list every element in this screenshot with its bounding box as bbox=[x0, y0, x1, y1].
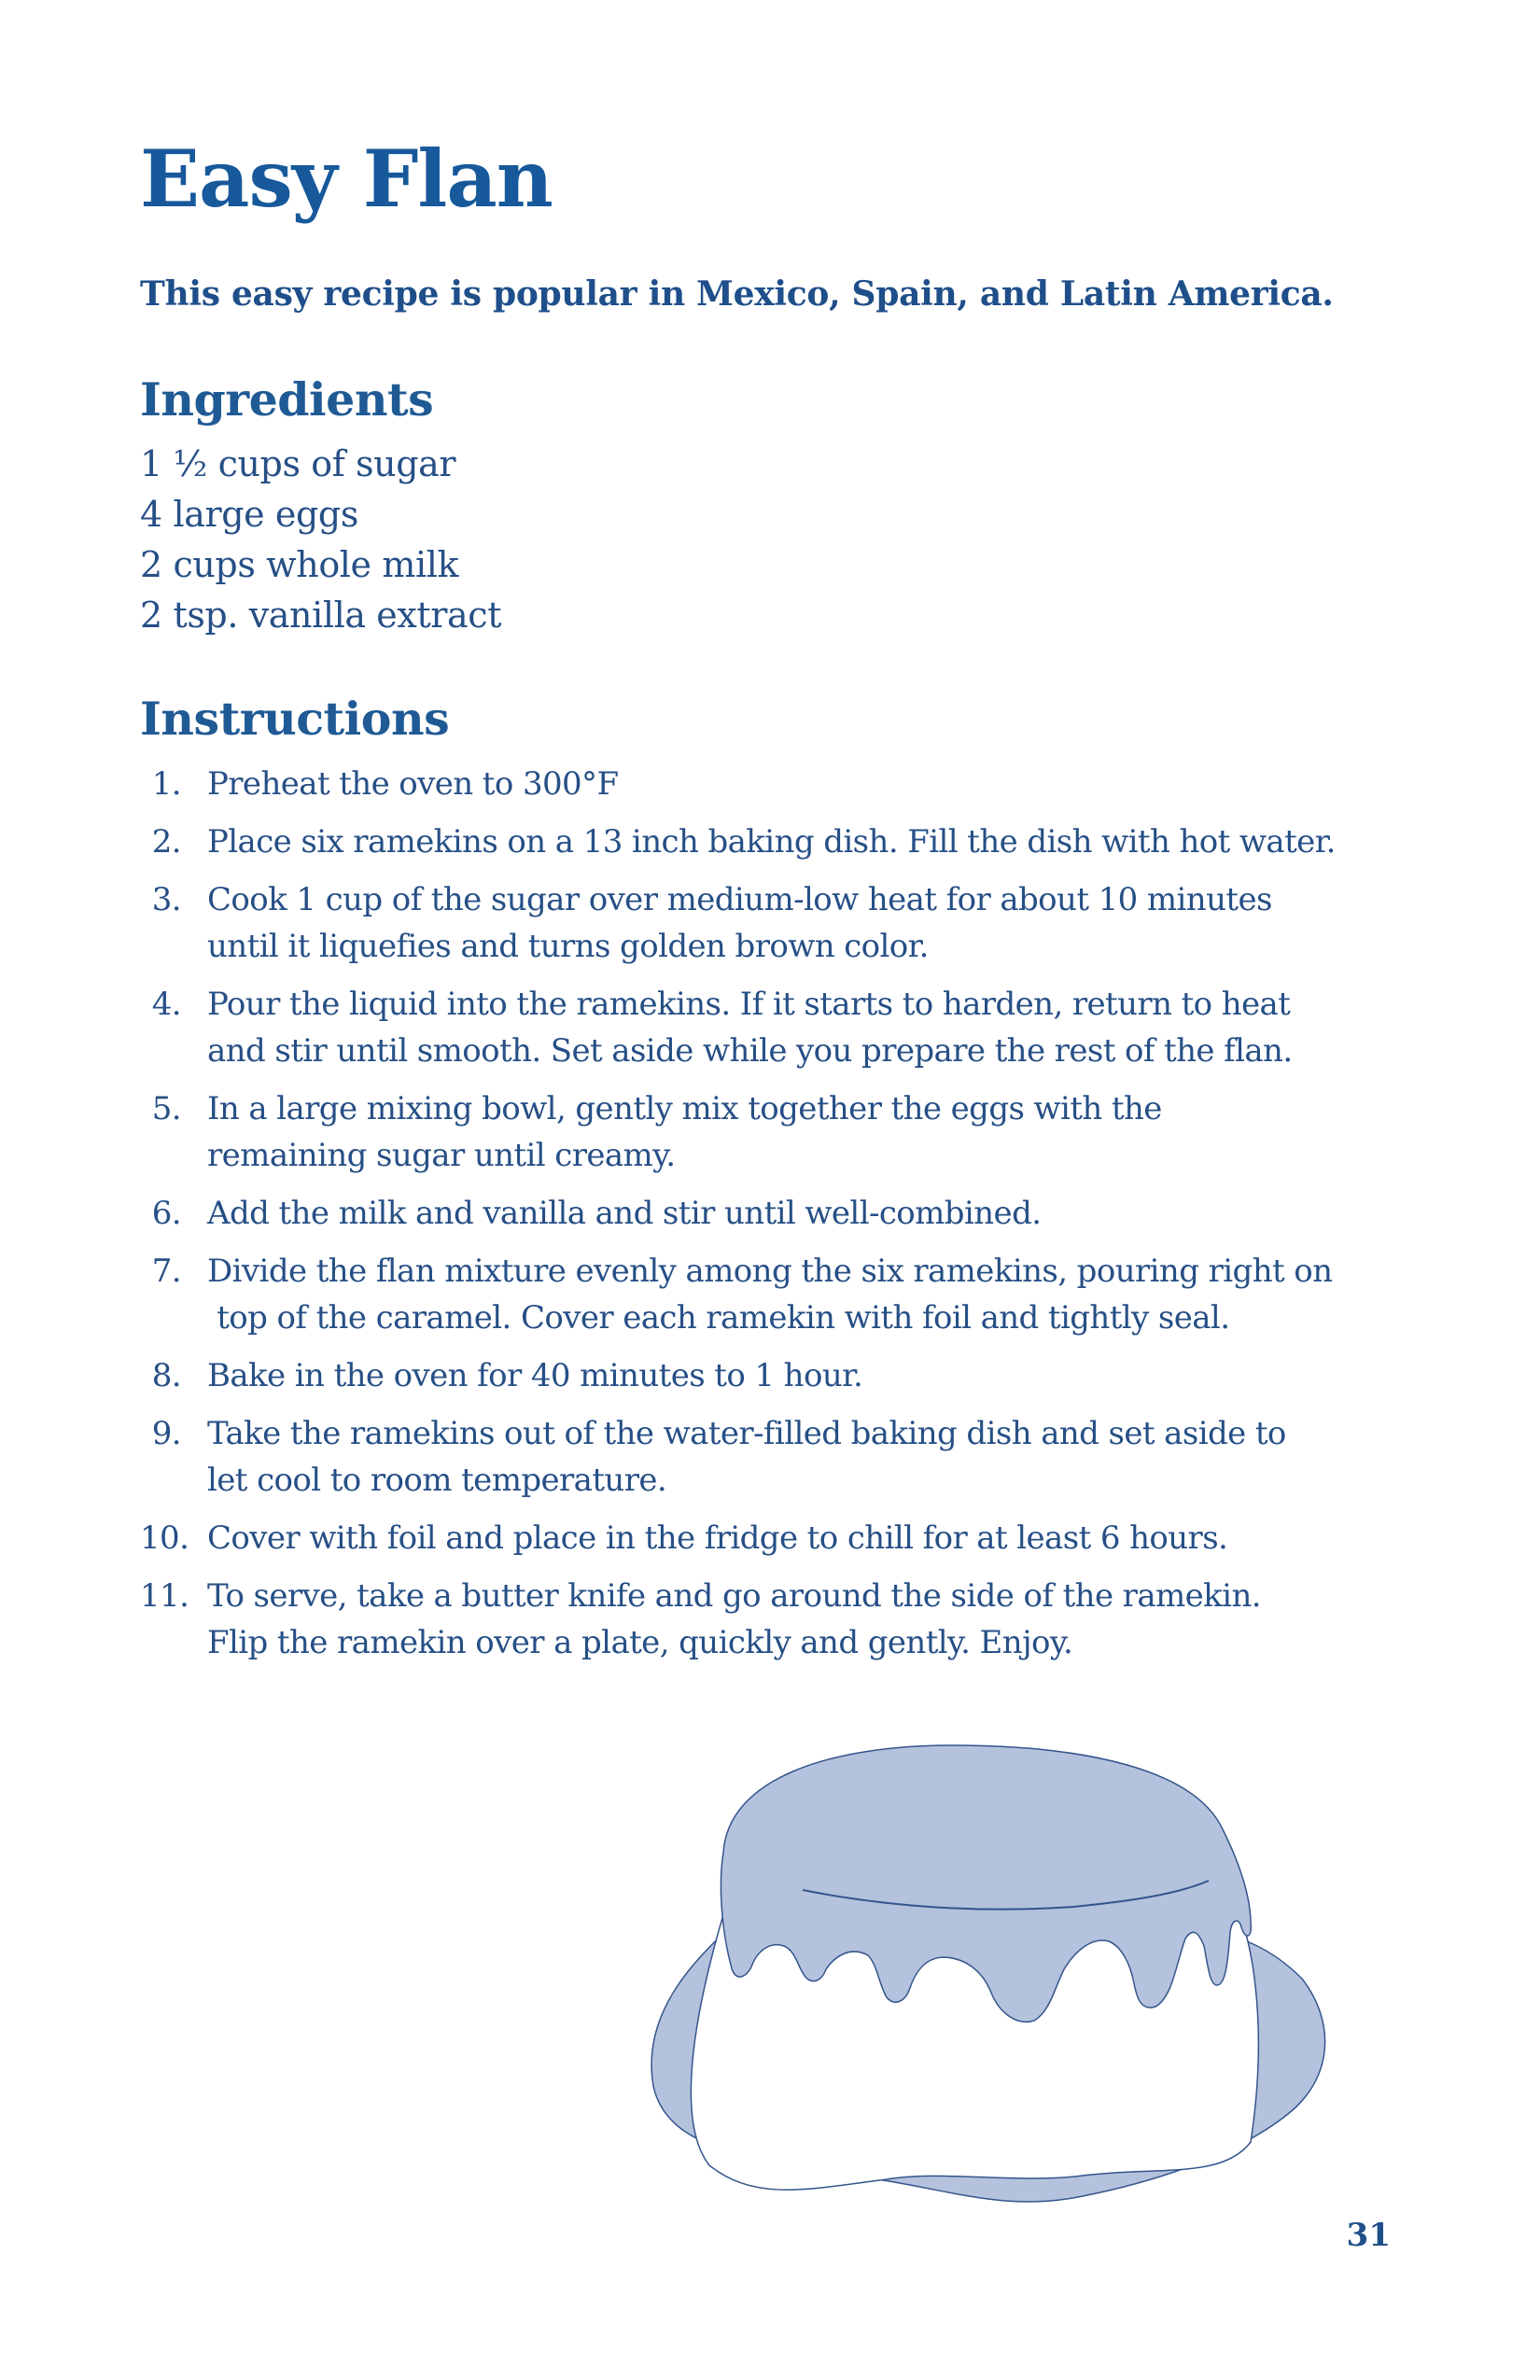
instruction-step bbox=[140, 1352, 1400, 1399]
step-number: 1. bbox=[151, 765, 181, 803]
instruction-step bbox=[140, 876, 1400, 970]
step-number: 8. bbox=[151, 1357, 181, 1394]
instruction-step bbox=[140, 761, 1400, 807]
step-text: In a large mixing bowl, gently mix together the eggs with the bbox=[207, 1090, 1162, 1127]
step-text: Cook 1 cup of the sugar over medium-low heat for about 10 minutes bbox=[207, 881, 1272, 918]
instruction-step bbox=[140, 819, 1400, 865]
ingredients-list bbox=[140, 439, 501, 640]
step-text: top of the caramel. Cover each ramekin with foil and tightly seal. bbox=[207, 1299, 1230, 1337]
ingredient-item: 1 ½ cups of sugar bbox=[140, 443, 456, 484]
step-number: 2. bbox=[151, 823, 181, 861]
instruction-step bbox=[140, 1248, 1400, 1341]
instructions-list bbox=[140, 761, 1400, 1677]
step-text: let cool to room temperature. bbox=[207, 1462, 667, 1499]
step-number: 10. bbox=[140, 1519, 189, 1557]
instruction-step bbox=[140, 1515, 1400, 1561]
instruction-step bbox=[140, 1085, 1400, 1179]
step-text: To serve, take a butter knife and go around the side of the ramekin. bbox=[207, 1577, 1261, 1615]
step-number: 11. bbox=[140, 1577, 189, 1615]
recipe-title: Easy Flan bbox=[140, 133, 553, 225]
recipe-subtitle: This easy recipe is popular in Mexico, Spain, and Latin America. bbox=[140, 274, 1334, 314]
step-number: 5. bbox=[151, 1090, 181, 1127]
step-text: Preheat the oven to 300°F bbox=[207, 765, 619, 803]
step-number: 3. bbox=[151, 881, 181, 918]
step-text: Cover with foil and place in the fridge to chill for at least 6 hours. bbox=[207, 1519, 1228, 1557]
ingredient-item: 4 large eggs bbox=[140, 494, 358, 535]
step-text: remaining sugar until creamy. bbox=[207, 1137, 676, 1174]
instruction-step bbox=[140, 1190, 1400, 1237]
step-text: Place six ramekins on a 13 inch baking dish. Fill the dish with hot water. bbox=[207, 823, 1336, 861]
step-text: Add the milk and vanilla and stir until well-combined. bbox=[207, 1195, 1042, 1232]
step-text: Divide the flan mixture evenly among the six ramekins, pouring right on bbox=[207, 1253, 1333, 1290]
step-text: and stir until smooth. Set aside while you prepare the rest of the flan. bbox=[207, 1032, 1293, 1070]
ingredient-item: 2 cups whole milk bbox=[140, 544, 459, 585]
step-number: 7. bbox=[151, 1253, 181, 1290]
step-text: Take the ramekins out of the water-filled baking dish and set aside to bbox=[207, 1415, 1286, 1452]
ingredient-item: 2 tsp. vanilla extract bbox=[140, 595, 502, 636]
page-number: 31 bbox=[1346, 2217, 1391, 2254]
instruction-step bbox=[140, 1573, 1400, 1666]
step-text: Bake in the oven for 40 minutes to 1 hour. bbox=[207, 1357, 863, 1394]
flan-illustration-icon bbox=[644, 1741, 1335, 2217]
step-number: 9. bbox=[151, 1415, 181, 1452]
instruction-step bbox=[140, 1410, 1400, 1504]
step-text: until it liquefies and turns golden brown color. bbox=[207, 928, 929, 965]
step-text: Flip the ramekin over a plate, quickly and gently. Enjoy. bbox=[207, 1624, 1073, 1661]
step-number: 4. bbox=[151, 986, 181, 1023]
ingredients-heading: Ingredients bbox=[140, 372, 434, 427]
step-text: Pour the liquid into the ramekins. If it starts to harden, return to heat bbox=[207, 986, 1291, 1023]
instruction-step bbox=[140, 981, 1400, 1074]
instructions-heading: Instructions bbox=[140, 692, 450, 746]
step-number: 6. bbox=[151, 1195, 181, 1232]
